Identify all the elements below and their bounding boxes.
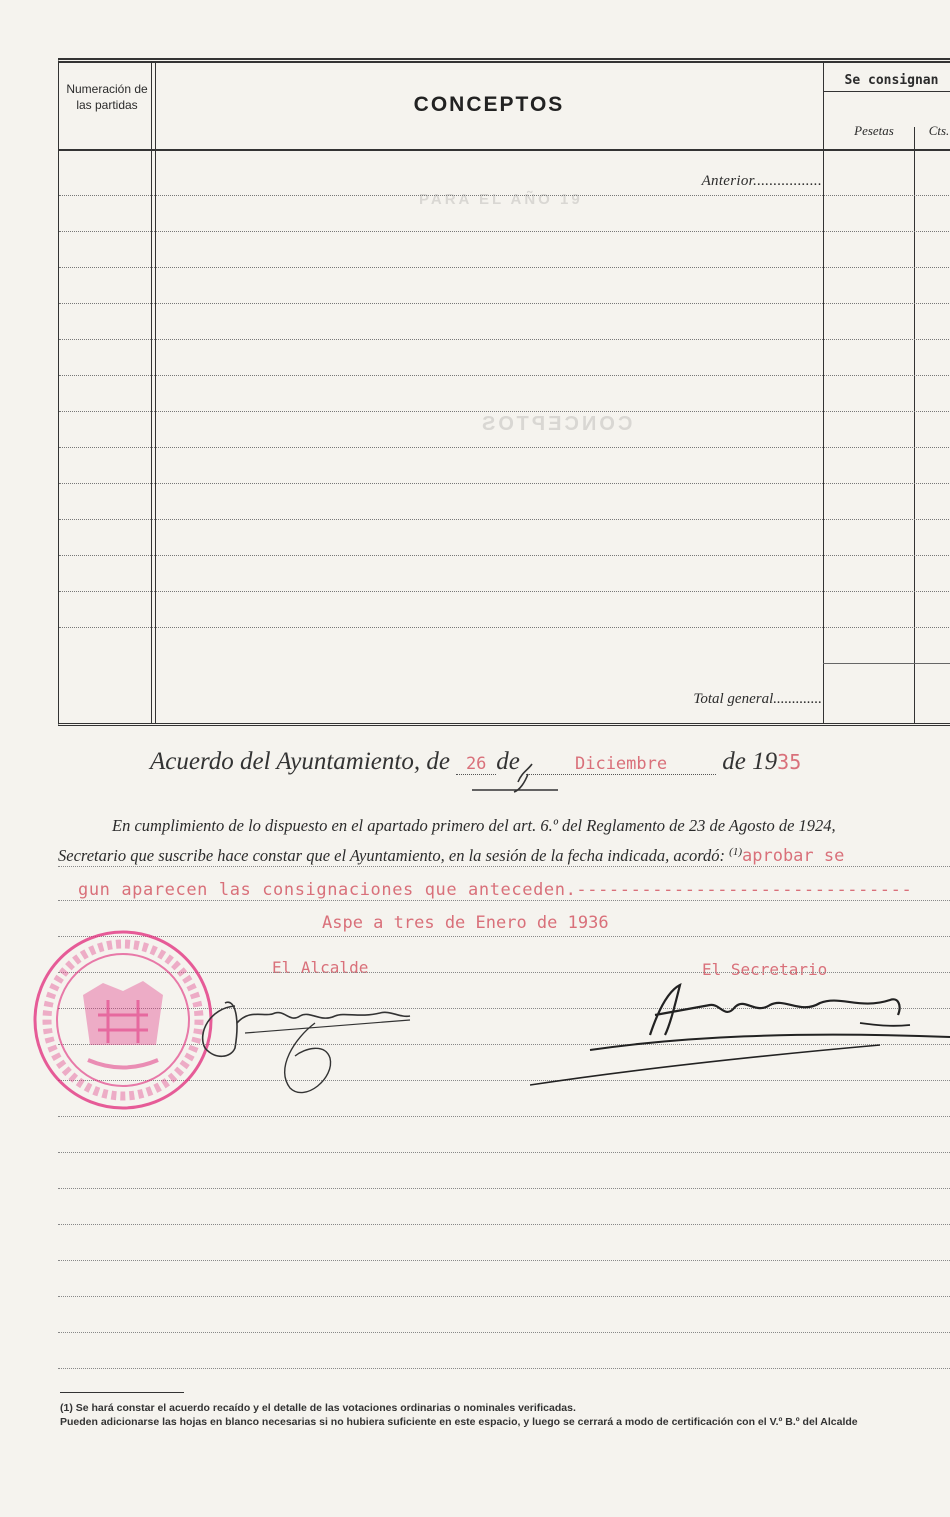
table-row [59, 195, 950, 196]
typed-aprobar: aprobar se [742, 846, 845, 866]
ruled-line [58, 1152, 950, 1153]
ruled-line [58, 1260, 950, 1261]
footnote-2: Pueden adicionarse las hojas en blanco necesarias si no hubiera suficiente en este espacio, y luego se cerrará a modo de certificación con el V.º B.º del Alcalde [60, 1416, 858, 1428]
municipal-seal-stamp [28, 925, 218, 1115]
anterior-label: Anterior................. [701, 173, 822, 189]
table-row [59, 411, 950, 412]
ruled-line [58, 900, 950, 901]
column-divider [151, 63, 152, 723]
body-line-2 [58, 846, 844, 866]
ruled-line [58, 866, 950, 867]
footnote-mark: (1) [729, 846, 742, 858]
ruled-line [58, 1332, 950, 1333]
total-rule [823, 663, 950, 664]
acuerdo-de-year: de 19 [722, 748, 778, 775]
table-row [59, 447, 950, 448]
table-row [59, 519, 950, 520]
table-row [59, 627, 950, 628]
table-row [59, 375, 950, 376]
table-row [59, 267, 950, 268]
footnote-1: (1) Se hará constar el acuerdo recaído y el detalle de las votaciones ordinarias o nominales verificadas. [60, 1402, 576, 1414]
alcalde-signature [195, 978, 425, 1103]
body-line-1: En cumplimiento de lo dispuesto en el apartado primero del art. 6.º del Reglamento de 23 de Agosto de 1924, [112, 816, 836, 835]
secretario-signature [530, 975, 950, 1090]
alcalde-label: El Alcalde [272, 958, 369, 977]
header-numeracion: Numeración de las partidas [66, 82, 148, 112]
acuerdo-day: 26 [456, 754, 496, 775]
acuerdo-de: de [496, 748, 520, 775]
budget-table [58, 58, 950, 726]
acuerdo-prefix: Acuerdo del Ayuntamiento, de [150, 748, 450, 775]
bleed-through-text: PARA EL AÑO 19 [419, 191, 583, 208]
acuerdo-month: Diciembre [526, 754, 716, 775]
header-pesetas: Pesetas [854, 123, 894, 138]
total-general-label: Total general............. [693, 691, 822, 707]
body-line-2-text: Secretario que suscribe hace constar que el Ayuntamiento, en la sesión de la fecha indicada, acordó: [58, 846, 726, 865]
column-divider [823, 63, 824, 723]
ruled-line [58, 1224, 950, 1225]
header-cts: Cts. [928, 123, 950, 138]
header-divider [823, 91, 950, 92]
ruled-line [58, 1296, 950, 1297]
table-row [59, 483, 950, 484]
header-conceptos: CONCEPTOS [413, 93, 565, 116]
bleed-through-text: CONCEPTOS [479, 413, 633, 435]
typed-consignaciones: gun aparecen las consignaciones que anteceden.------------------------------- [78, 880, 913, 900]
table-row [59, 339, 950, 340]
table-row [59, 555, 950, 556]
typed-fecha: Aspe a tres de Enero de 1936 [322, 913, 609, 933]
footnote-rule [60, 1392, 184, 1393]
column-divider [155, 63, 156, 723]
handwritten-y [470, 752, 560, 796]
table-row [59, 591, 950, 592]
ruled-line [58, 1116, 950, 1117]
table-row [59, 231, 950, 232]
ruled-line [58, 1188, 950, 1189]
secretario-label: El Secretario [702, 960, 828, 979]
header-consignan: Se consignan [844, 73, 939, 88]
ruled-line [58, 1368, 950, 1369]
table-row [59, 303, 950, 304]
column-divider [914, 127, 915, 723]
acuerdo-year: 35 [777, 750, 802, 774]
table-header [59, 63, 950, 151]
